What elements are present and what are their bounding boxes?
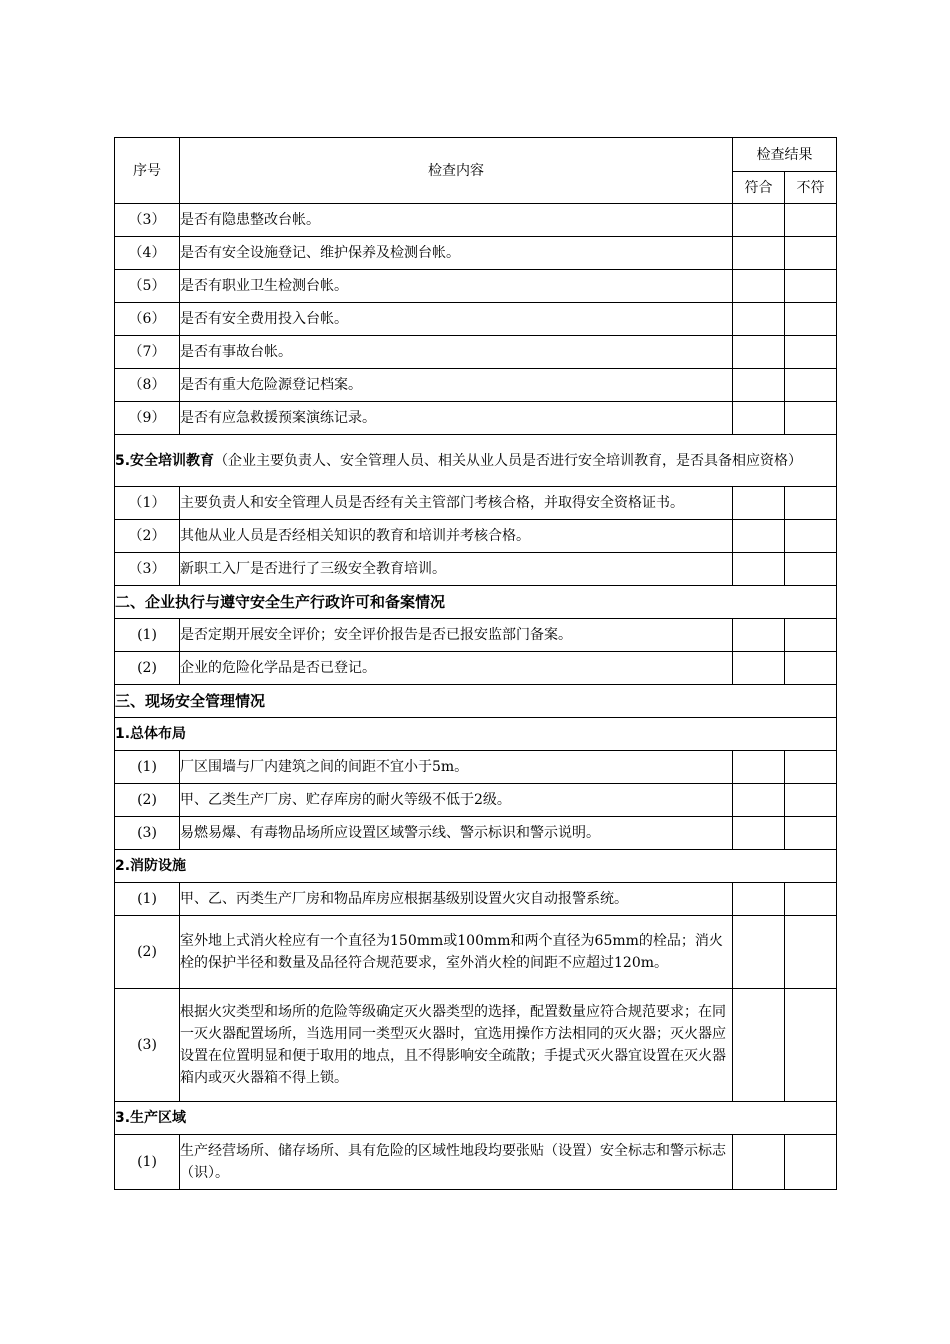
row-content: 是否有安全设施登记、维护保养及检测台帐。 [180,237,733,270]
row-content: 是否定期开展安全评价；安全评价报告是否已报安监部门备案。 [180,619,733,652]
row-number: (3) [115,817,180,850]
conform-cell [733,1135,785,1190]
row-content: 是否有隐患整改台帐。 [180,204,733,237]
nonconform-cell [785,270,837,303]
section-training-desc: （企业主要负责人、安全管理人员、相关从业人员是否进行安全培训教育，是否具备相应资格） [214,452,803,469]
conform-cell [733,520,785,553]
row-number: (1) [115,1135,180,1190]
row-number: (2) [115,916,180,989]
subsection-production-title: 3.生产区域 [115,1110,187,1126]
section-training [115,435,837,487]
subsection-production-area [115,1102,837,1135]
row-number: （6） [115,303,180,336]
row-content: 根据火灾类型和场所的危险等级确定灭火器类型的选择，配置数量应符合规范要求；在同一灭火器配置场所，当选用同一类型灭火器时，宜选用操作方法相同的灭火器；灭火器应设置在位置明显和便于取用的地点，且不得影响安全疏散；手提式灭火器宜设置在灭火器箱内或灭火器箱不得上锁。 [180,989,733,1102]
section-training-title: 5.安全培训教育 [115,452,215,469]
table-row [115,303,837,336]
table-row [115,336,837,369]
row-number: （3） [115,204,180,237]
conform-cell [733,487,785,520]
row-content: 新职工入厂是否进行了三级安全教育培训。 [180,553,733,586]
nonconform-cell [785,751,837,784]
table-row [115,402,837,435]
row-content: 甲、乙、丙类生产厂房和物品库房应根据基级别设置火灾自动报警系统。 [180,883,733,916]
row-content: 甲、乙类生产厂房、贮存库房的耐火等级不低于2级。 [180,784,733,817]
table-row [115,916,837,989]
row-number: (1) [115,619,180,652]
subsection-fire-facilities [115,850,837,883]
row-content: 是否有职业卫生检测台帐。 [180,270,733,303]
table-row [115,1135,837,1190]
table-row [115,883,837,916]
conform-cell [733,784,785,817]
row-number: （2） [115,520,180,553]
row-number: （9） [115,402,180,435]
row-number: （3） [115,553,180,586]
table-row [115,751,837,784]
row-number: （8） [115,369,180,402]
row-number: (2) [115,652,180,685]
row-number: （5） [115,270,180,303]
subsection-layout [115,718,837,751]
nonconform-cell [785,553,837,586]
table-row [115,784,837,817]
inspection-checklist-table [114,137,837,1190]
conform-cell [733,619,785,652]
nonconform-cell [785,520,837,553]
conform-cell [733,916,785,989]
row-content: 企业的危险化学品是否已登记。 [180,652,733,685]
conform-cell [733,369,785,402]
table-header-row [115,138,837,172]
nonconform-cell [785,336,837,369]
table-row [115,520,837,553]
section-onsite-management: 三、现场安全管理情况 [115,685,837,718]
table-row [115,817,837,850]
row-number: (2) [115,784,180,817]
nonconform-cell [785,303,837,336]
row-number: (3) [115,989,180,1102]
header-content: 检查内容 [180,138,733,204]
row-content-text: 主要负责人和安全管理人员是否经有关主管部门考核合格，并取得安全资格证书。 [180,495,684,511]
conform-cell [733,270,785,303]
header-conform: 符合 [733,172,785,204]
section-row [115,685,837,718]
section-row [115,850,837,883]
nonconform-cell [785,487,837,520]
row-content: 是否有应急救援预案演练记录。 [180,402,733,435]
section-row [115,1102,837,1135]
section-row [115,435,837,487]
nonconform-cell [785,989,837,1102]
row-content: 厂区围墙与厂内建筑之间的间距不宜小于5m。 [180,751,733,784]
row-content: 室外地上式消火栓应有一个直径为150mm或100mm和两个直径为65mm的栓品；消火栓的保护半径和数量及品径符合规范要求，室外消火栓的间距不应超过120m。 [180,916,733,989]
row-content: 易燃易爆、有毒物品场所应设置区域警示线、警示标识和警示说明。 [180,817,733,850]
nonconform-cell [785,237,837,270]
conform-cell [733,883,785,916]
table-row [115,487,837,520]
section-row [115,586,837,619]
subsection-layout-title: 1.总体布局 [115,726,187,742]
row-content: 其他从业人员是否经相关知识的教育和培训并考核合格。 [180,520,733,553]
table-row [115,553,837,586]
conform-cell [733,989,785,1102]
nonconform-cell [785,369,837,402]
nonconform-cell [785,883,837,916]
section-admin-permit: 二、企业执行与遵守安全生产行政许可和备案情况 [115,586,837,619]
conform-cell [733,817,785,850]
nonconform-cell [785,204,837,237]
nonconform-cell [785,784,837,817]
subsection-fire-title: 2.消防设施 [115,858,187,874]
table-row [115,237,837,270]
conform-cell [733,553,785,586]
row-content: 是否有事故台帐。 [180,336,733,369]
row-number: （1） [115,487,180,520]
row-number: (1) [115,751,180,784]
conform-cell [733,751,785,784]
row-number: (1) [115,883,180,916]
conform-cell [733,237,785,270]
row-number: （4） [115,237,180,270]
conform-cell [733,303,785,336]
nonconform-cell [785,817,837,850]
table-row [115,369,837,402]
nonconform-cell [785,1135,837,1190]
table-row [115,652,837,685]
table-row [115,989,837,1102]
row-number: （7） [115,336,180,369]
nonconform-cell [785,619,837,652]
nonconform-cell [785,916,837,989]
table-row [115,270,837,303]
nonconform-cell [785,402,837,435]
row-content: 生产经营场所、储存场所、具有危险的区域性地段均要张贴（设置）安全标志和警示标志（识）。 [180,1135,733,1190]
table-row [115,204,837,237]
conform-cell [733,336,785,369]
row-content [180,487,733,520]
conform-cell [733,652,785,685]
header-nonconform: 不符 [785,172,837,204]
nonconform-cell [785,652,837,685]
row-content: 是否有重大危险源登记档案。 [180,369,733,402]
conform-cell [733,402,785,435]
section-row [115,718,837,751]
header-result: 检查结果 [733,138,837,172]
table-row [115,619,837,652]
header-serial-no: 序号 [115,138,180,204]
row-content: 是否有安全费用投入台帐。 [180,303,733,336]
conform-cell [733,204,785,237]
